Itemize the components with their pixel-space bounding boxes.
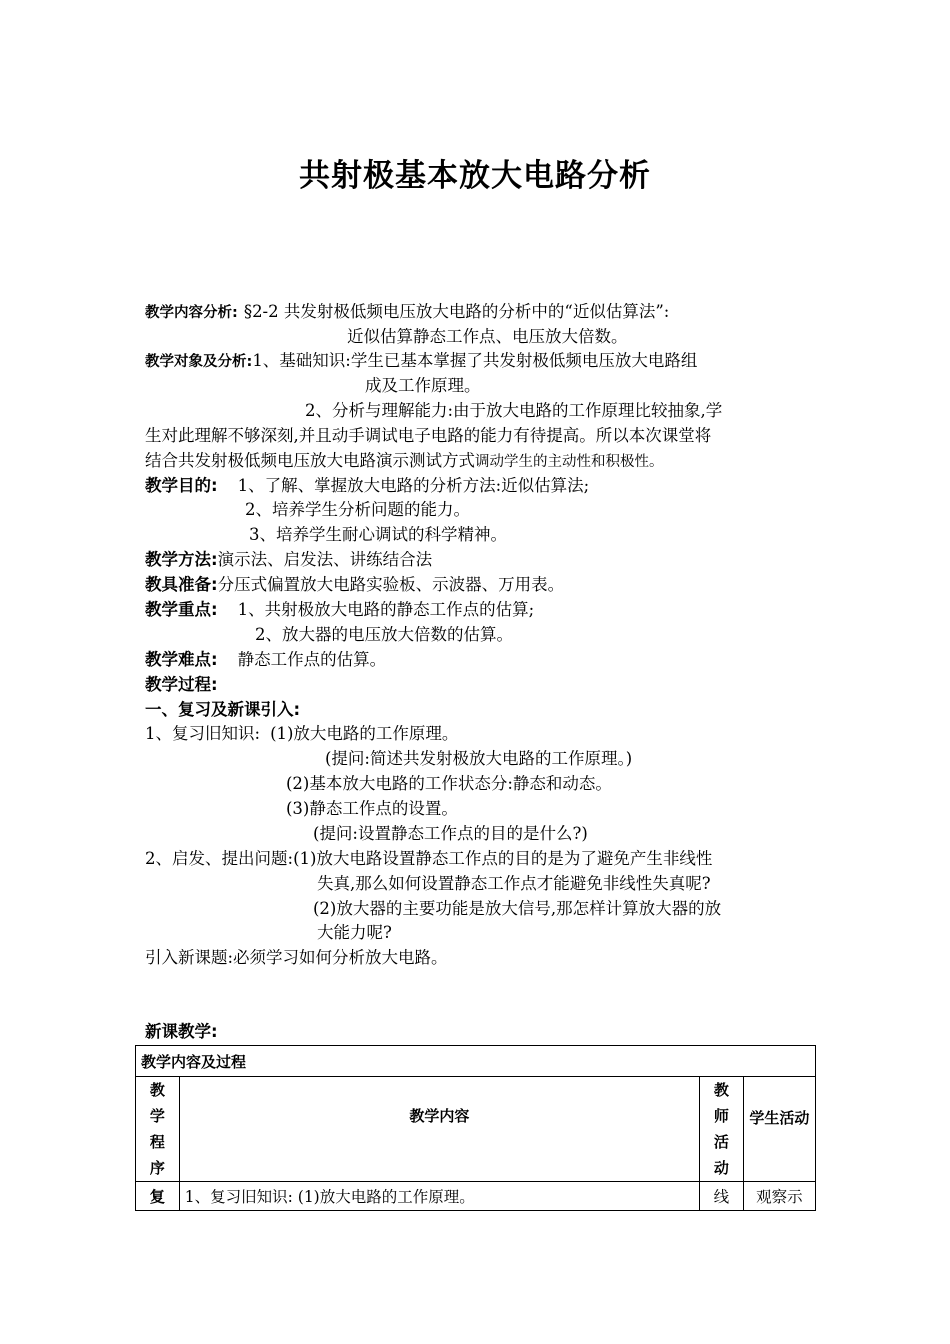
row1-student: 观察示 xyxy=(743,1182,815,1211)
review-item1-question: (提问:简述共发射极放大电路的工作原理。) xyxy=(325,749,633,768)
content-analysis-label: 教学内容分析: xyxy=(145,305,238,321)
object-analysis-text5a: 结合共发射极低频电压放大电路演示测试方式 xyxy=(145,451,475,470)
object-analysis-line2: 成及工作原理。 xyxy=(365,376,481,395)
process-label: 教学过程: xyxy=(145,675,218,694)
object-analysis-line4: 生对此理解不够深刻,并且动手调试电子电路的能力有待提高。所以本次课堂将 xyxy=(145,426,712,445)
table-row xyxy=(136,1182,816,1211)
row1-content: 1、复习旧知识: (1)放大电路的工作原理。 xyxy=(179,1182,699,1211)
key-points-label: 教学重点: xyxy=(145,600,218,619)
difficulty-text: 静态工作点的估算。 xyxy=(237,650,387,669)
question-label: 2、启发、提出问题: xyxy=(145,849,294,868)
goals-item2: 2、培养学生分析问题的能力。 xyxy=(245,500,470,519)
methods-label: 教学方法: xyxy=(145,550,218,569)
page-title: 共射极基本放大电路分析 xyxy=(299,158,651,194)
row1-procedure: 复 xyxy=(136,1182,180,1211)
content-analysis-line1 xyxy=(145,300,669,325)
object-analysis-text5b: 调动学生的主动性和积极性。 xyxy=(475,454,664,470)
object-analysis-text1: 1、基础知识:学生已基本掌握了共发射极低频电压放大电路组 xyxy=(252,351,698,370)
row1-teacher: 线 xyxy=(699,1182,743,1211)
review-item1: (1)放大电路的工作原理。 xyxy=(270,724,459,743)
content-analysis-line2: 近似估算静态工作点、电压放大倍数。 xyxy=(347,327,628,346)
content-analysis-text1: §2-2 共发射极低频电压放大电路的分析中的“近似估算法”: xyxy=(243,302,670,321)
goals-line1 xyxy=(145,474,589,498)
object-analysis-label: 教学对象及分析: xyxy=(145,354,253,370)
section1-heading: 一、复习及新课引入: xyxy=(145,700,301,719)
review-label: 1、复习旧知识: xyxy=(145,724,261,743)
review-item2: (2)基本放大电路的工作状态分:静态和动态。 xyxy=(286,774,612,793)
header-procedure: 教 学 程 序 xyxy=(136,1077,180,1182)
question-line1 xyxy=(145,847,712,871)
object-analysis-line1 xyxy=(145,349,697,374)
goals-label: 教学目的: xyxy=(145,476,218,495)
intro-line: 引入新课题:必须学习如何分析放大电路。 xyxy=(145,948,448,967)
methods-line xyxy=(145,548,432,572)
tools-label: 教具准备: xyxy=(145,575,218,594)
difficulty-label: 教学难点: xyxy=(145,650,218,669)
tools-line xyxy=(145,573,564,597)
object-analysis-line3: 2、分析与理解能力:由于放大电路的工作原理比较抽象,学 xyxy=(305,401,723,420)
key-points-line1 xyxy=(145,598,534,622)
question-2a: (2)放大器的主要功能是放大信号,那怎样计算放大器的放 xyxy=(313,899,722,918)
difficulty-line xyxy=(145,648,386,672)
question-2b: 大能力呢? xyxy=(317,923,392,942)
object-analysis-line5 xyxy=(145,449,664,474)
review-line1 xyxy=(145,722,458,746)
tools-text: 分压式偏置放大电路实验板、示波器、万用表。 xyxy=(217,575,565,594)
methods-text: 演示法、启发法、讲练结合法 xyxy=(217,550,433,569)
goals-item1: 1、了解、掌握放大电路的分析方法:近似估算法; xyxy=(237,476,590,495)
review-item3: (3)静态工作点的设置。 xyxy=(286,799,458,818)
header-teacher: 教 师 活 动 xyxy=(699,1077,743,1182)
lesson-table xyxy=(135,1045,816,1211)
question-1a: (1)放大电路设置静态工作点的目的是为了避免产生非线性 xyxy=(293,849,713,868)
question-1b: 失真,那么如何设置静态工作点才能避免非线性失真呢? xyxy=(317,874,711,893)
key-points-item2: 2、放大器的电压放大倍数的估算。 xyxy=(255,625,513,644)
review-item3-question: (提问:设置静态工作点的目的是什么?) xyxy=(313,824,588,843)
new-lesson-label: 新课教学: xyxy=(145,1022,218,1041)
table-title: 教学内容及过程 xyxy=(136,1046,816,1077)
header-student: 学生活动 xyxy=(743,1077,815,1182)
goals-item3: 3、培养学生耐心调试的科学精神。 xyxy=(249,525,507,544)
header-content: 教学内容 xyxy=(179,1077,699,1182)
key-points-item1: 1、共射极放大电路的静态工作点的估算; xyxy=(237,600,535,619)
